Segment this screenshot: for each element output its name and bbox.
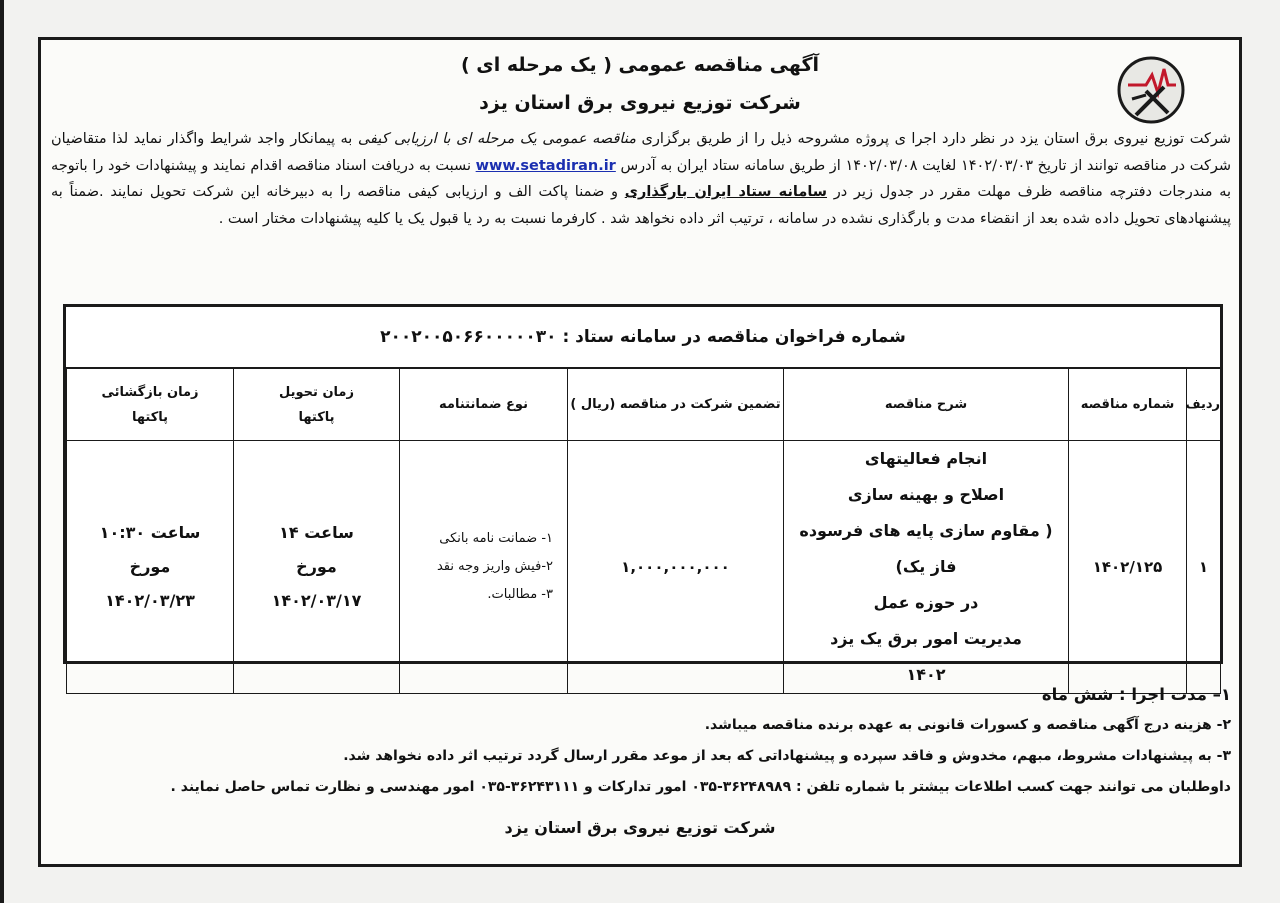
note-duration: ۱– مدت اجرا : شش ماه	[1041, 685, 1231, 704]
description-line: ۱۴۰۲	[906, 665, 946, 684]
notes-section	[53, 680, 1231, 803]
intro-text-4: و ضمنا پاکت الف و ارزیابی کیفی مناقصه را به دبیرخانه این شرکت تحویل نمایند .ضمناً به پیشنهادهای تحویل داده شده بعد از انقضاء مدت و بارگذاری نشده در سامانه ، ترتیب اثر داده نخواهد شد . کارفرما نسبت به رد یا قبول یک یا کلیه پیشنهادات مختار است .	[51, 184, 1231, 227]
call-number-value: ۲۰۰۲۰۰۵۰۶۶۰۰۰۰۰۳۰	[380, 327, 557, 347]
guarantee-type-item: ۲-فیش واریز وجه نقد	[436, 559, 553, 574]
header-delivery-line1: زمان تحویل	[279, 384, 354, 400]
cell-opening-time	[67, 441, 234, 694]
header-description: شرح مناقصه	[784, 369, 1069, 441]
description-line: در حوزه عمل	[873, 593, 979, 612]
opening-hour: ساعت ۱۰:۳۰	[99, 523, 201, 542]
description-line: اصلاح و بهینه سازی	[847, 485, 1005, 504]
intro-text-2: به پیمانکار واجد شرایط واگذار نماید لذا متقاضیان شرکت در مناقصه توانند از تاریخ ۱۴۰۲/۰۳/۰۳ لغایت ۱۴۰۲/۰۳/۰۸ از طریق سامانه ستاد ایران به آدرس	[51, 131, 1231, 174]
setad-system-upload: سامانه ستاد ایران بارگذاری	[624, 184, 828, 200]
table-row	[67, 441, 1221, 694]
footer-company: شرکت توزیع نیروی برق استان یزد	[504, 818, 776, 837]
header-opening-line1: زمان بازگشائی	[101, 384, 199, 400]
company-title: شرکت توزیع نیروی برق استان یزد	[479, 92, 801, 114]
intro-text-3: نسبت به دریافت اسناد مناقصه اقدام نمایند و پیشنهادات خود را باتوجه به مندرجات دفترچه مناقصه ظرف مهلت مقرر در جدول زیر در	[51, 157, 1232, 200]
intro-text-1: شرکت توزیع نیروی برق استان یزد در نظر دارد اجرا ی پروژه مشروحه ذیل را از طریق برگزاری	[641, 131, 1231, 147]
delivery-hour: ساعت ۱۴	[279, 523, 354, 542]
header-guarantee: تضمین شرکت در مناقصه (ریال )	[568, 369, 784, 441]
description-line: ( مقاوم سازی پایه های فرسوده فاز یک)	[799, 521, 1053, 576]
tender-notice	[38, 37, 1242, 867]
intro-paragraph	[51, 126, 1231, 232]
guarantee-type-item: ۱- ضمانت نامه بانکی	[439, 531, 553, 546]
cell-tender-number: ۱۴۰۲/۱۲۵	[1069, 441, 1187, 694]
left-edge-line	[0, 0, 4, 903]
table-header-row	[67, 369, 1221, 441]
header-delivery-line2: پاکتها	[298, 409, 335, 425]
cell-guarantee-amount: ۱,۰۰۰,۰۰۰,۰۰۰	[568, 441, 784, 694]
setadiran-link[interactable]: www.setadiran.ir	[475, 157, 616, 174]
note-contact-phones: داوطلبان می توانند جهت کسب اطلاعات بیشتر با شماره تلفن : ۳۶۲۴۸۹۸۹-۰۳۵ امور تدارکات و ۳۶۲۴۳۱۱۱-۰۳۵ امور مهندسی و نظارت تماس حاصل نمایند .	[170, 779, 1231, 795]
guarantee-type-item: ۳- مطالبات.	[487, 587, 553, 602]
tender-table-box	[63, 304, 1223, 684]
header-opening-time	[67, 369, 234, 441]
delivery-date: ۱۴۰۲/۰۳/۱۷	[271, 591, 362, 610]
cell-row-index: ۱	[1187, 441, 1221, 694]
description-line: مدیریت امور برق یک یزد	[830, 629, 1022, 648]
note-ad-cost: ۲- هزینه درج آگهی مناقصه و کسورات قانونی به عهده برنده مناقصه میباشد.	[704, 717, 1231, 733]
call-number-label: شماره فراخوان مناقصه در سامانه ستاد :	[562, 327, 906, 347]
cell-guarantee-types	[400, 441, 568, 694]
header-tender-number: شماره مناقصه	[1069, 369, 1187, 441]
power-company-logo-icon	[1116, 55, 1186, 125]
cell-delivery-time	[234, 441, 400, 694]
header-opening-line2: پاکتها	[131, 409, 169, 425]
cell-description	[784, 441, 1069, 694]
header-delivery-time	[234, 369, 400, 441]
header-guarantee-type: نوع ضمانتنامه	[400, 369, 568, 441]
header-row-index: ردیف	[1187, 369, 1221, 441]
call-number-row	[66, 307, 1220, 369]
description-line: انجام فعالیتهای	[864, 449, 988, 468]
notice-title: آگهی مناقصه عمومی ( یک مرحله ای )	[460, 54, 820, 76]
delivery-dated: مورخ	[296, 557, 337, 576]
note-conditional-bids: ۳- به پیشنهادات مشروط، مبهم، مخدوش و فاقد سپرده و پیشنهاداتی که بعد از موعد مقرر ارسال گردد ترتیب اثر داده نخواهد شد.	[343, 748, 1231, 764]
opening-date: ۱۴۰۲/۰۳/۲۳	[105, 591, 195, 610]
opening-dated: مورخ	[129, 557, 171, 576]
intro-tender-type: مناقصه عمومی یک مرحله ای با ارزیابی کیفی	[357, 131, 636, 147]
tender-table	[66, 368, 1221, 694]
